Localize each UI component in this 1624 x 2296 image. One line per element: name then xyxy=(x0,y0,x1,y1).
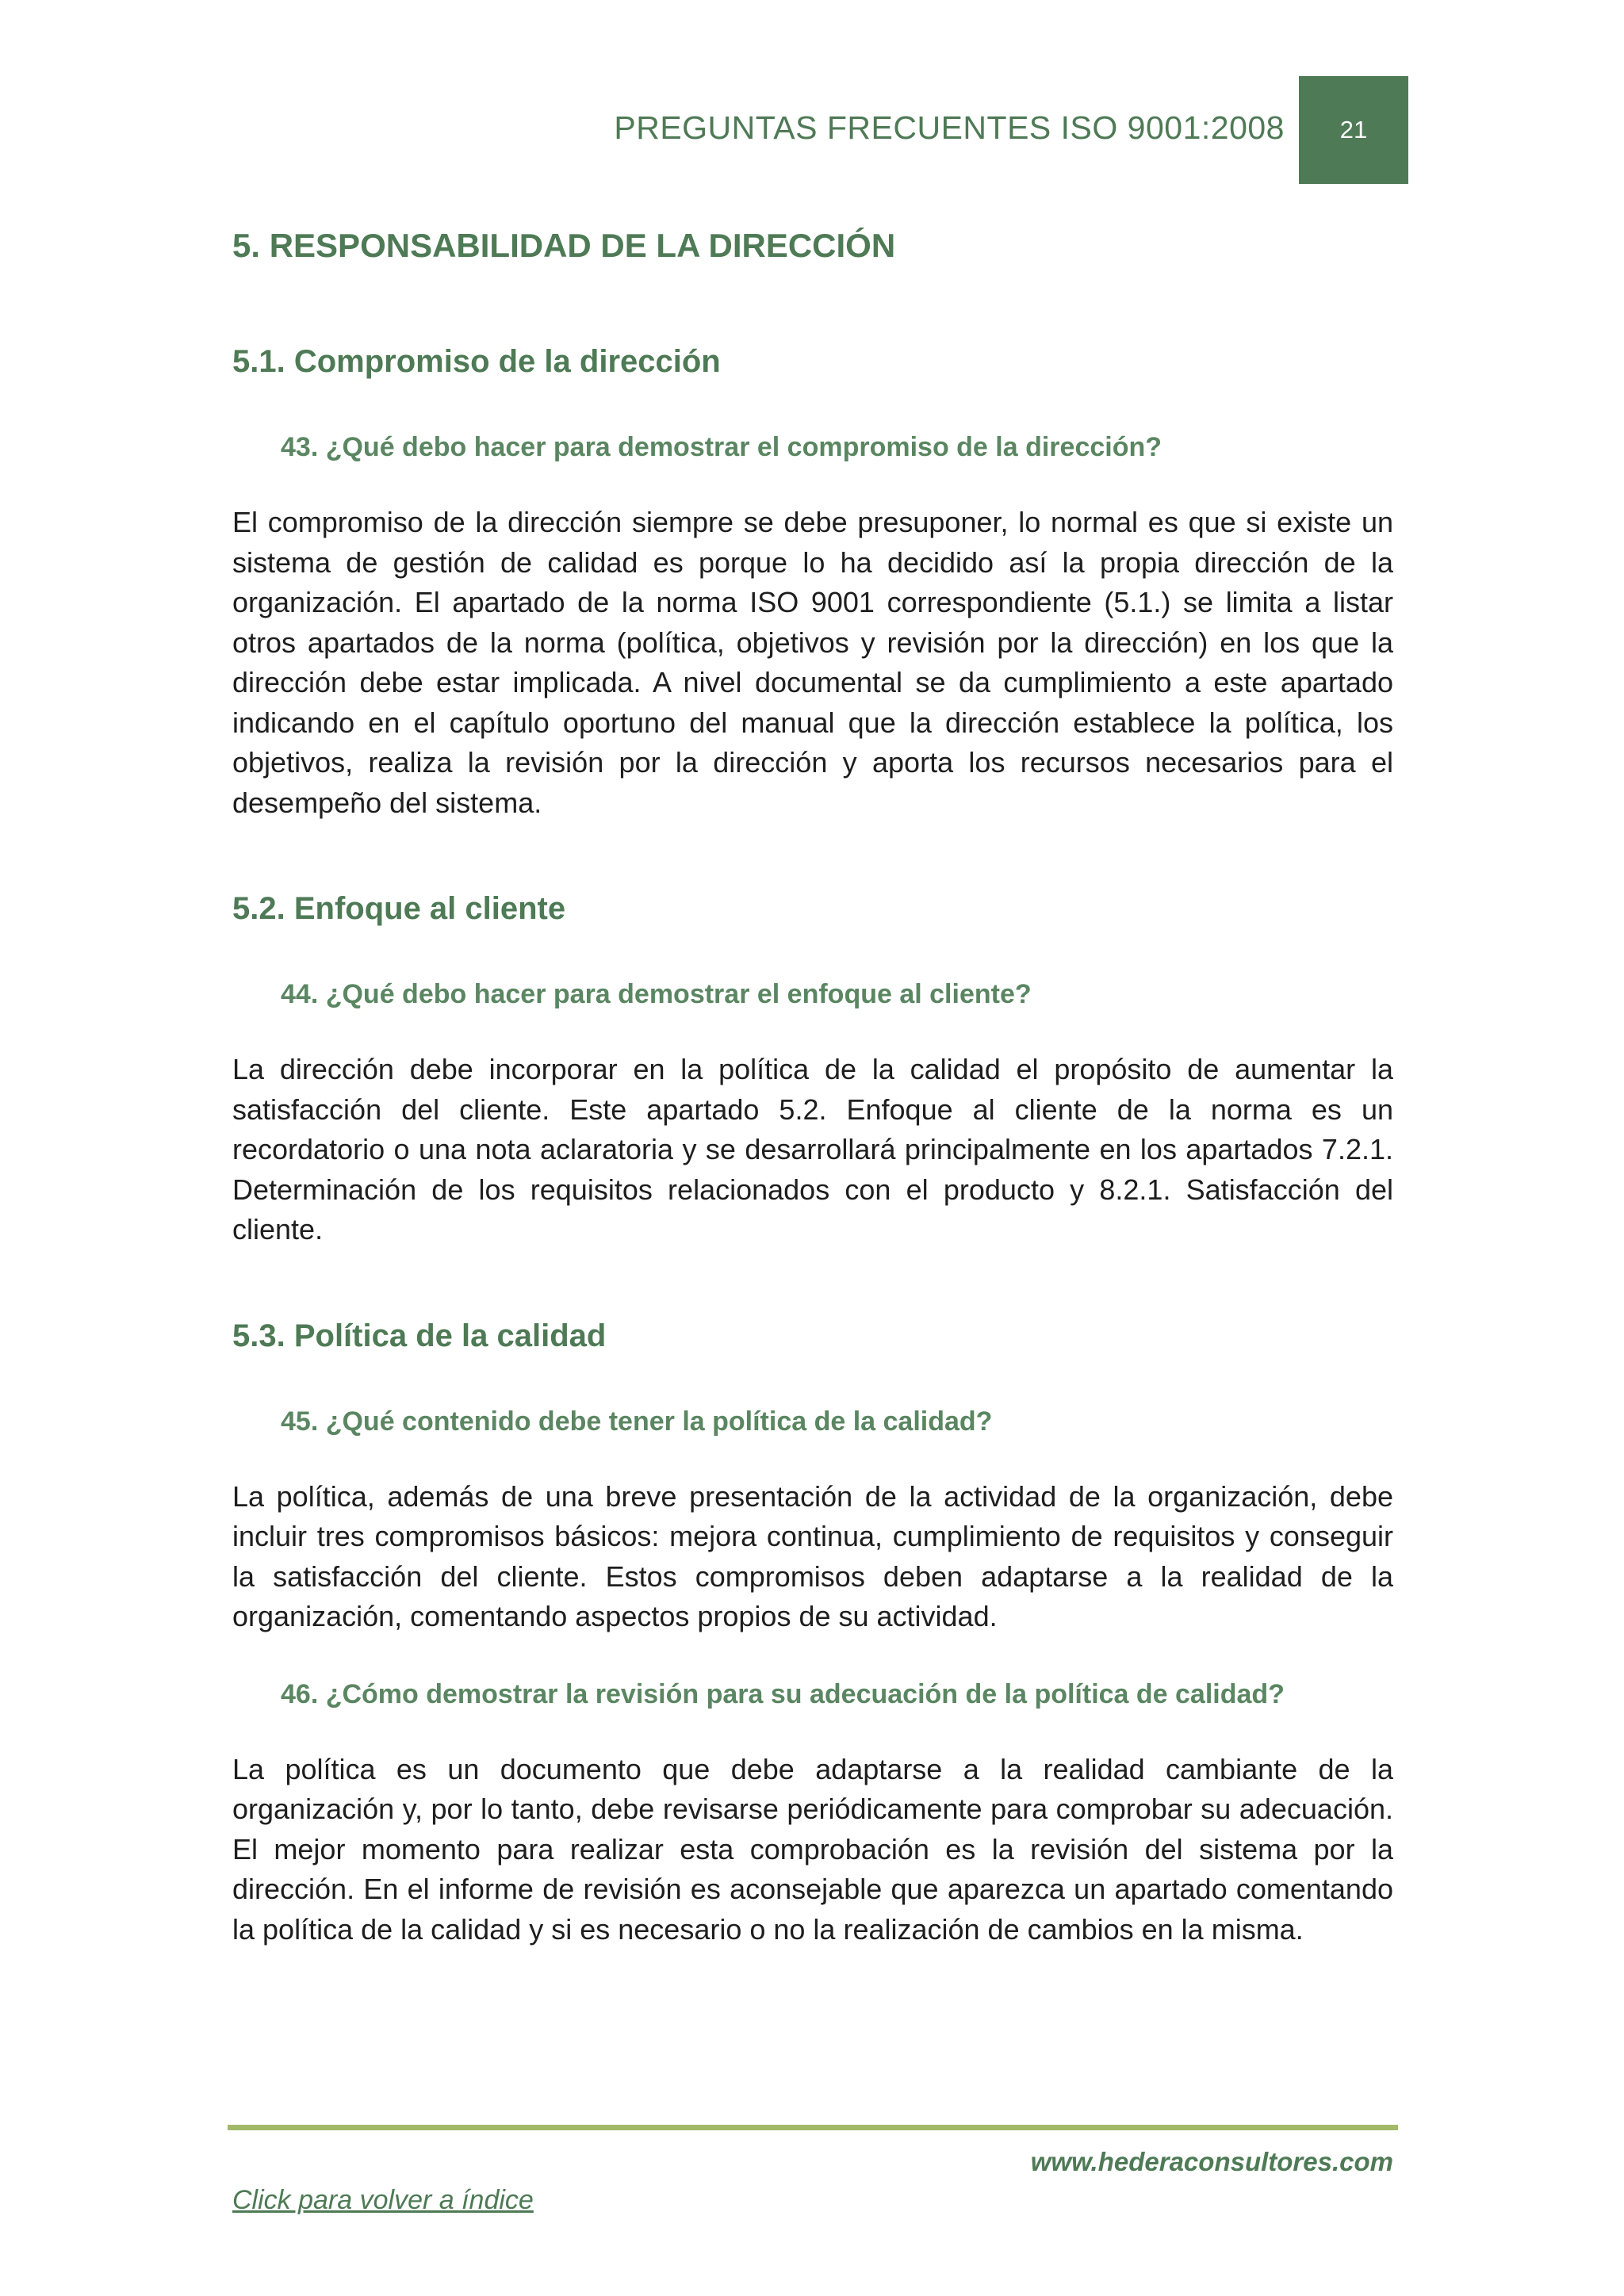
question-45: 45. ¿Qué contenido debe tener la política de la calidad? xyxy=(281,1406,993,1437)
page-number: 21 xyxy=(1339,116,1368,144)
question-43: 43. ¿Qué debo hacer para demostrar el compromiso de la dirección? xyxy=(281,432,1162,462)
running-header-title: PREGUNTAS FRECUENTES ISO 9001:2008 xyxy=(614,109,1285,146)
question-46: 46. ¿Cómo demostrar la revisión para su adecuación de la política de calidad? xyxy=(281,1678,1285,1709)
answer-45: La política, además de una breve presentación de la actividad de la organización, debe incluir tres compromisos básicos: mejora continua, cumplimiento de requisitos y conseguir la satisfacción del cliente. Estos compromisos deben adaptarse a la realidad de la organización, comentando aspectos propios de su actividad. xyxy=(232,1479,1393,1632)
answer-44: La dirección debe incorporar en la política de la calidad el propósito de aumentar la satisfacción del cliente. Este apartado 5.2. Enfoque al cliente de la norma es un recordatorio o una nota aclaratoria y se desarrollará principalmente en los apartados 7.2.1. Determinación de los requisitos relacionados con el producto y 8.2.1. Satisfacción del cliente. xyxy=(232,1053,1393,1246)
answer-43: El compromiso de la dirección siempre se debe presuponer, lo normal es que si existe un sistema de gestión de calidad es porque lo ha decidido así la propia dirección de la organización. El apartado de la norma ISO 9001 correspondiente (5.1.) se limita a listar otros apartados de la norma (política, objetivos y revisión por la dirección) en los que la dirección debe estar implicada. A nivel documental se da cumplimiento a este apartado indicando en el capítulo oportuno del manual que la dirección establece la política, los objetivos, realiza la revisión por la dirección y aporta los recursos necesarios para el desempeño del sistema. xyxy=(232,506,1393,819)
footer-divider xyxy=(228,2125,1398,2130)
back-to-index-link[interactable]: Click para volver a índice xyxy=(232,2185,534,2215)
answer-46: La política es un documento que debe adaptarse a la realidad cambiante de la organización y, por lo tanto, debe revisarse periódicamente para comprobar su adecuación. El mejor momento para realizar esta comprobación es la revisión del sistema por la dirección. En el informe de revisión es aconsejable que aparezca un apartado comentando la política de la calidad y si es necesario o no la realización de cambios en la misma. xyxy=(232,1752,1393,1946)
subsection-title-5-1: 5.1. Compromiso de la dirección xyxy=(232,344,721,379)
page-content xyxy=(232,222,1393,1950)
subsection-title-5-2: 5.2. Enfoque al cliente xyxy=(232,891,566,926)
question-44: 44. ¿Qué debo hacer para demostrar el enfoque al cliente? xyxy=(281,979,1032,1009)
page-number-badge xyxy=(1299,76,1408,184)
subsection-title-5-3: 5.3. Política de la calidad xyxy=(232,1318,607,1353)
section-title: 5. RESPONSABILIDAD DE LA DIRECCIÓN xyxy=(232,227,896,264)
footer-website: www.hederaconsultores.com xyxy=(1030,2147,1393,2176)
